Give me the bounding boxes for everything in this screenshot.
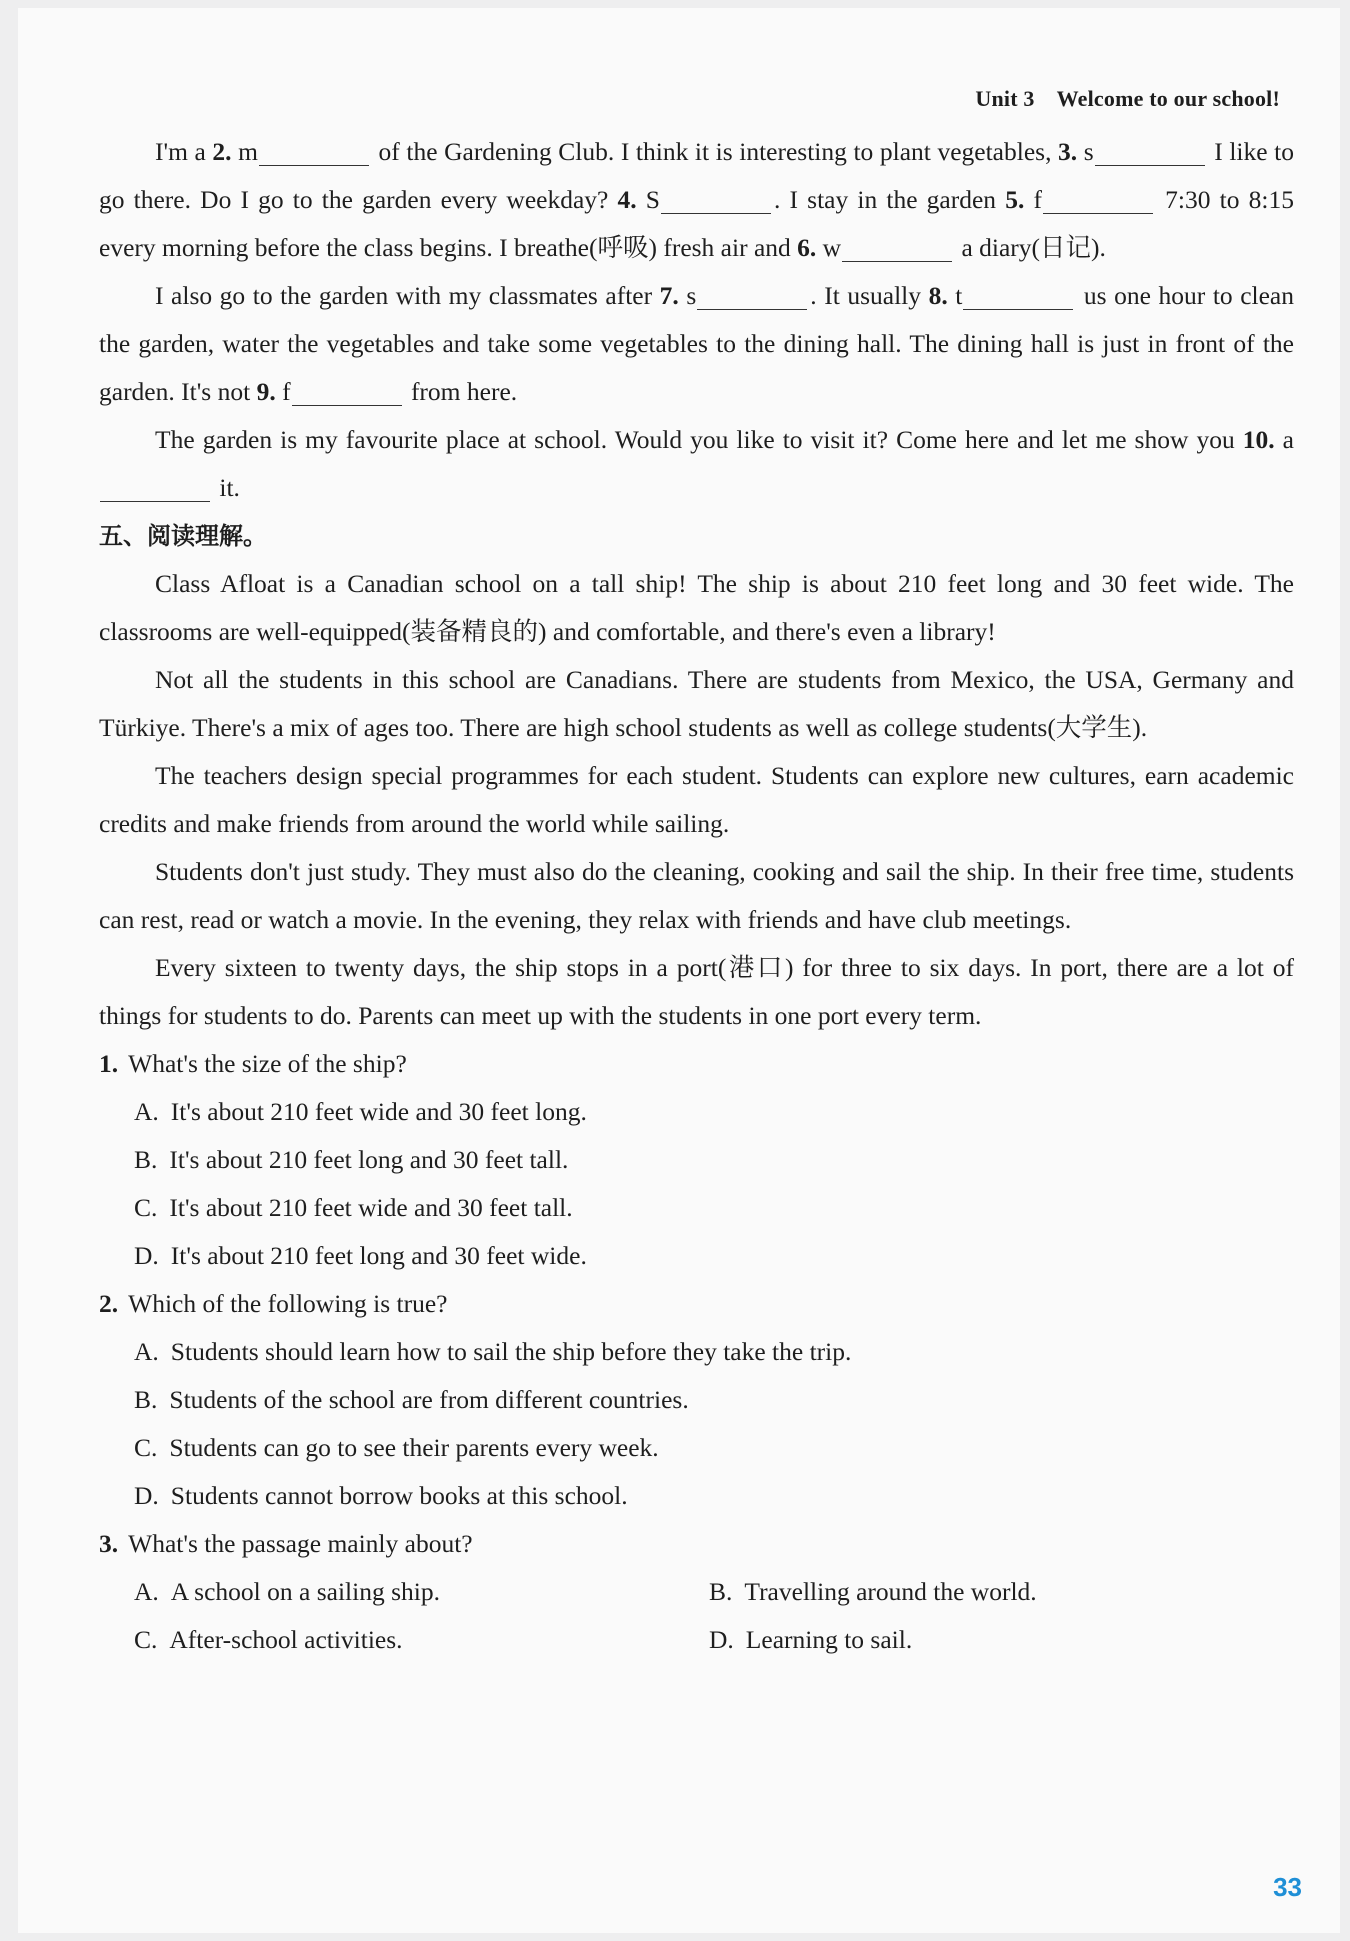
option-1d	[99, 1232, 1294, 1280]
page-number: 33	[1273, 1872, 1302, 1902]
option-2b	[99, 1376, 1294, 1424]
blank-number: 9.	[256, 377, 276, 406]
text-run: a diary(日记).	[955, 233, 1106, 262]
option-letter: D.	[134, 1481, 159, 1510]
reading-paragraph: Class Afloat is a Canadian school on a tall ship! The ship is about 210 feet long and 30 feet wide. The classrooms are well-equipped(装备精良的) and comfortable, and there's even a library!	[99, 569, 1294, 646]
option-text: Students cannot borrow books at this school.	[170, 1481, 628, 1510]
unit-title: Welcome to our school!	[1056, 86, 1280, 111]
blank-line	[292, 375, 402, 406]
text-run: from here.	[404, 377, 518, 406]
option-3c	[134, 1616, 709, 1664]
blank-number: 6.	[797, 233, 817, 262]
reading-paragraph: Not all the students in this school are Canadians. There are students from Mexico, the USA, Germany and Türkiye. There's a mix of ages too. There are high school students as well as college students(大学生).	[99, 665, 1294, 742]
option-2a	[99, 1328, 1294, 1376]
option-1b	[99, 1136, 1294, 1184]
question-text: Which of the following is true?	[128, 1289, 448, 1318]
blank-line	[100, 471, 210, 502]
question-1	[99, 1040, 1294, 1088]
cloze-paragraph-3	[99, 416, 1294, 512]
text-run: I'm a	[155, 137, 213, 166]
blank-letter: m	[231, 137, 258, 166]
question-number: 1.	[99, 1049, 119, 1078]
option-letter: A.	[134, 1577, 159, 1606]
blank-line	[661, 183, 771, 214]
blank-letter: a	[1274, 425, 1294, 454]
option-text: Learning to sail.	[745, 1625, 913, 1654]
option-letter: B.	[709, 1577, 733, 1606]
question-number: 3.	[99, 1529, 119, 1558]
text-run: us one hour to clean the garden, water the vegetables and take some vegetables to the dining hall. The dining hall is just in front of the garden. It's not	[99, 281, 1294, 406]
blank-letter: f	[1024, 185, 1043, 214]
blank-number: 10.	[1242, 425, 1275, 454]
option-letter: D.	[134, 1241, 159, 1270]
question-text: What's the size of the ship?	[128, 1049, 407, 1078]
blank-letter: S	[636, 185, 660, 214]
option-text: It's about 210 feet long and 30 feet tall.	[169, 1145, 569, 1174]
blank-line	[1095, 135, 1205, 166]
option-2d	[99, 1472, 1294, 1520]
option-letter: B.	[134, 1385, 158, 1414]
option-3b	[709, 1568, 1284, 1616]
option-letter: A.	[134, 1097, 159, 1126]
text-run: of the Gardening Club. I think it is interesting to plant vegetables,	[371, 137, 1052, 166]
reading-paragraph: Students don't just study. They must also do the cleaning, cooking and sail the ship. In their free time, students can rest, read or watch a movie. In the evening, they relax with friends and have club meetings.	[99, 857, 1294, 934]
options-row-3cd	[99, 1616, 1294, 1664]
text-run: The garden is my favourite place at school. Would you like to visit it? Come here and let me show you	[155, 425, 1243, 454]
cloze-paragraph-2	[99, 272, 1294, 416]
option-text: Travelling around the world.	[744, 1577, 1037, 1606]
option-3d	[709, 1616, 1284, 1664]
blank-number: 5.	[1005, 185, 1025, 214]
text-run: . I stay in the garden	[773, 185, 1006, 214]
option-text: It's about 210 feet wide and 30 feet long.	[170, 1097, 587, 1126]
text-run: it.	[213, 473, 240, 502]
option-text: A school on a sailing ship.	[170, 1577, 440, 1606]
blank-number: 7.	[659, 281, 679, 310]
page-header	[975, 86, 1280, 112]
blank-line	[842, 231, 952, 262]
option-letter: B.	[134, 1145, 158, 1174]
option-text: Students of the school are from different countries.	[169, 1385, 689, 1414]
blank-line	[1043, 183, 1153, 214]
option-text: It's about 210 feet wide and 30 feet tall.	[169, 1193, 573, 1222]
option-letter: A.	[134, 1337, 159, 1366]
question-text: What's the passage mainly about?	[128, 1529, 473, 1558]
cloze-paragraph-1	[99, 128, 1294, 272]
blank-number: 3.	[1058, 137, 1078, 166]
text-run: I also go to the garden with my classmates after	[155, 281, 660, 310]
question-2	[99, 1280, 1294, 1328]
blank-line	[259, 135, 369, 166]
blank-number: 8.	[928, 281, 948, 310]
option-text: It's about 210 feet long and 30 feet wide.	[170, 1241, 587, 1270]
blank-letter: f	[275, 377, 291, 406]
blank-letter: t	[947, 281, 963, 310]
option-text: Students can go to see their parents every week.	[169, 1433, 659, 1462]
options-row-3ab	[99, 1568, 1294, 1616]
blank-line	[697, 279, 807, 310]
option-1a	[99, 1088, 1294, 1136]
option-letter: D.	[709, 1625, 734, 1654]
blank-number: 2.	[212, 137, 232, 166]
option-3a	[134, 1568, 709, 1616]
text-run: 7:30 to 8:15 every morning before the class begins. I breathe(呼吸) fresh air and	[99, 185, 1294, 262]
question-number: 2.	[99, 1289, 119, 1318]
option-1c	[99, 1184, 1294, 1232]
reading-paragraph: The teachers design special programmes for each student. Students can explore new cultures, earn academic credits and make friends from around the world while sailing.	[99, 761, 1294, 838]
reading-paragraph: Every sixteen to twenty days, the ship stops in a port(港口) for three to six days. In port, there are a lot of things for students to do. Parents can meet up with the students in one port every term.	[99, 953, 1294, 1030]
blank-line	[963, 279, 1073, 310]
option-text: Students should learn how to sail the ship before they take the trip.	[170, 1337, 852, 1366]
option-text: After-school activities.	[169, 1625, 403, 1654]
blank-letter: w	[816, 233, 842, 262]
blank-letter: s	[1077, 137, 1094, 166]
text-run: I like to go there. Do I go to the garden every weekday?	[99, 137, 1294, 214]
section-heading: 五、阅读理解。	[99, 522, 267, 550]
option-letter: C.	[134, 1625, 158, 1654]
question-3	[99, 1520, 1294, 1568]
text-run: . It usually	[810, 281, 929, 310]
option-letter: C.	[134, 1433, 158, 1462]
option-2c	[99, 1424, 1294, 1472]
page-content	[99, 128, 1294, 1664]
blank-letter: s	[678, 281, 697, 310]
blank-number: 4.	[617, 185, 637, 214]
unit-label: Unit 3	[975, 86, 1035, 111]
option-letter: C.	[134, 1193, 158, 1222]
